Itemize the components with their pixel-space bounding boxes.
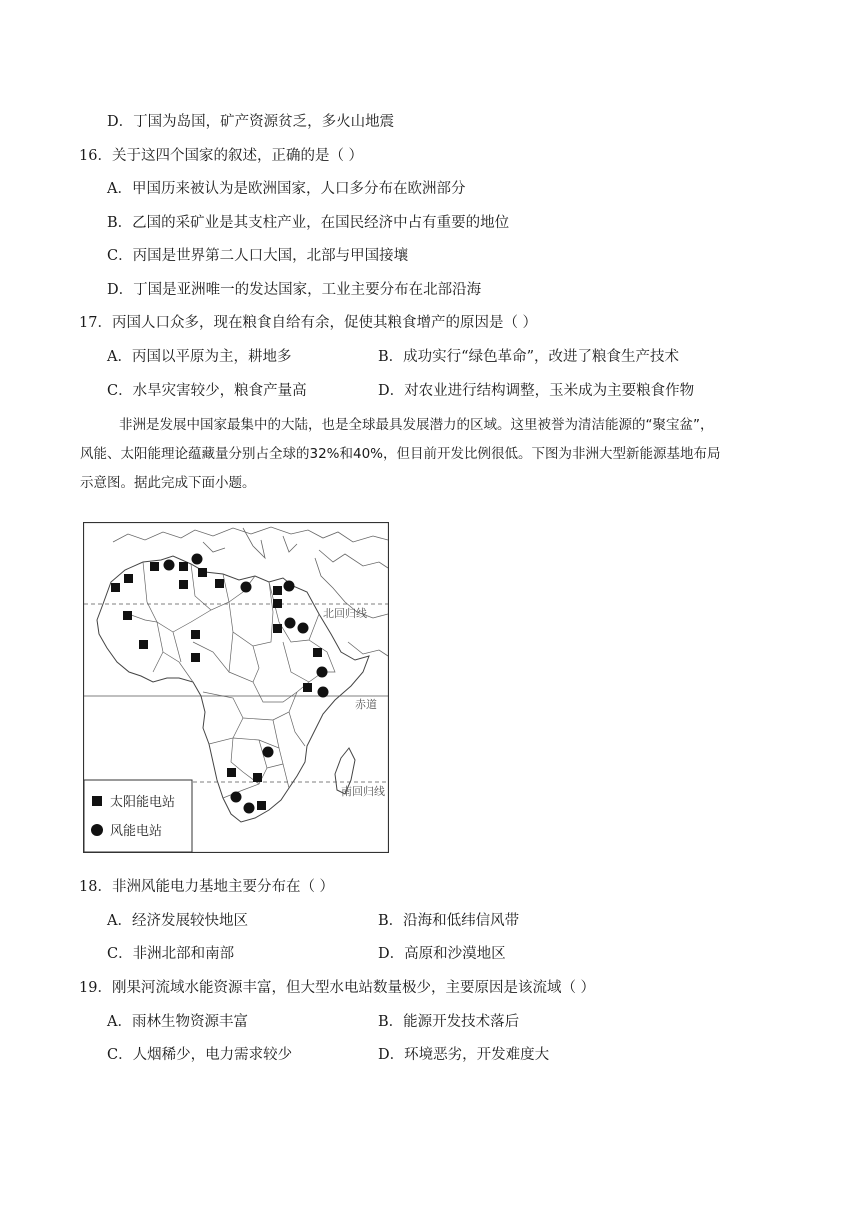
passage	[80, 411, 787, 498]
legend-wind-marker	[91, 824, 103, 836]
wind-station-marker	[244, 803, 255, 814]
solar-station-marker	[253, 773, 262, 782]
q18-option-c: C．非洲北部和南部	[107, 946, 235, 962]
wind-station-marker	[318, 687, 329, 698]
q16-stem: 16．关于这四个国家的叙述，正确的是（ ）	[79, 148, 364, 164]
q19-option-b: B．能源开发技术落后	[378, 1014, 520, 1030]
q19-option-d: D．环境恶劣，开发难度大	[378, 1047, 550, 1063]
solar-station-marker	[303, 683, 312, 692]
legend-wind-label: 风能电站	[110, 824, 163, 839]
solar-station-marker	[198, 568, 207, 577]
wind-station-marker	[231, 792, 242, 803]
tropic-north-label: 北回归线	[323, 607, 367, 620]
solar-station-marker	[273, 624, 282, 633]
solar-station-marker	[257, 801, 266, 810]
solar-station-marker	[111, 583, 120, 592]
solar-station-marker	[139, 640, 148, 649]
q18-option-b: B．沿海和低纬信风带	[378, 913, 520, 929]
passage-line-2: 风能、太阳能理论蕴藏量分别占全球的32%和40%，但目前开发比例很低。下图为非洲大型新能源基地布局	[80, 446, 721, 462]
wind-station-marker	[298, 623, 309, 634]
wind-station-marker	[192, 554, 203, 565]
q17-option-d: D．对农业进行结构调整，玉米成为主要粮食作物	[378, 383, 695, 399]
q18-stem: 18．非洲风能电力基地主要分布在（ ）	[79, 879, 335, 895]
solar-station-marker	[191, 653, 200, 662]
equator-label: 赤道	[355, 698, 377, 711]
q17-stem: 17．丙国人口众多，现在粮食自给有余，促使其粮食增产的原因是（ ）	[79, 315, 538, 331]
solar-station-marker	[179, 562, 188, 571]
wind-station-marker	[263, 747, 274, 758]
map-legend	[84, 780, 192, 852]
q17-option-c: C．水旱灾害较少，粮食产量高	[107, 383, 307, 399]
q16-option-c: C．丙国是世界第二人口大国，北部与甲国接壤	[107, 248, 409, 264]
q17-option-b: B．成功实行“绿色革命”，改进了粮食生产技术	[378, 349, 679, 365]
africa-energy-map	[83, 522, 389, 853]
legend-solar-label: 太阳能电站	[110, 795, 176, 810]
solar-station-marker	[150, 562, 159, 571]
wind-station-marker	[317, 667, 328, 678]
solar-station-marker	[227, 768, 236, 777]
q19-option-c: C．人烟稀少，电力需求较少	[107, 1047, 293, 1063]
q16-option-a: A．甲国历来被认为是欧洲国家，人口多分布在欧洲部分	[107, 181, 466, 197]
solar-station-marker	[123, 611, 132, 620]
wind-station-marker	[241, 582, 252, 593]
q16-option-d: D．丁国是亚洲唯一的发达国家，工业主要分布在北部沿海	[107, 282, 482, 298]
q15-option-d: D．丁国为岛国，矿产资源贫乏，多火山地震	[107, 114, 395, 130]
q19-stem: 19．刚果河流域水能资源丰富，但大型水电站数量极少，主要原因是该流域（ ）	[79, 980, 596, 996]
solar-station-marker	[215, 579, 224, 588]
wind-station-marker	[285, 618, 296, 629]
q16-option-b: B．乙国的采矿业是其支柱产业，在国民经济中占有重要的地位	[107, 215, 510, 231]
solar-station-marker	[313, 648, 322, 657]
solar-station-marker	[124, 574, 133, 583]
wind-station-marker	[284, 581, 295, 592]
passage-line-3: 示意图。据此完成下面小题。	[80, 475, 256, 491]
q17-option-a: A．丙国以平原为主，耕地多	[107, 349, 292, 365]
legend-solar-marker	[92, 796, 102, 806]
q18-option-a: A．经济发展较快地区	[107, 913, 248, 929]
wind-station-marker	[164, 560, 175, 571]
tropic-south-label: 南回归线	[341, 785, 385, 798]
q18-option-d: D．高原和沙漠地区	[378, 946, 506, 962]
solar-station-marker	[179, 580, 188, 589]
solar-station-marker	[273, 599, 282, 608]
passage-line-1: 非洲是发展中国家最集中的大陆，也是全球最具发展潜力的区域。这里被誉为清洁能源的“聚宝盆”，	[119, 417, 714, 433]
q19-option-a: A．雨林生物资源丰富	[107, 1014, 248, 1030]
solar-station-marker	[273, 586, 282, 595]
solar-station-marker	[191, 630, 200, 639]
